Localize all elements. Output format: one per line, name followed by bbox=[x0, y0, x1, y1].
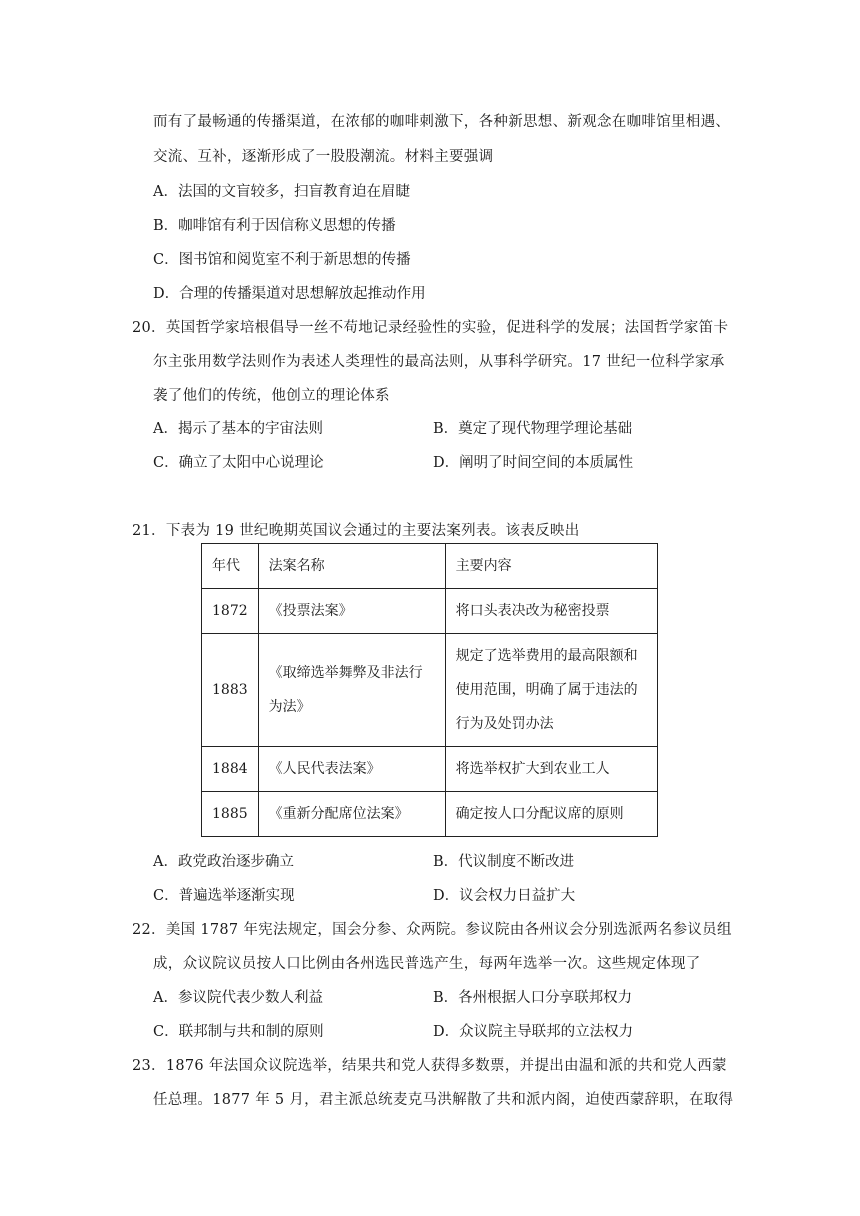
q21-stem: 21．下表为 19 世纪晚期英国议会通过的主要法案列表。该表反映出 bbox=[132, 523, 580, 539]
table-header-name: 法案名称 bbox=[258, 544, 445, 589]
q22-option-b: B．各州根据人口分享联邦权力 bbox=[433, 990, 633, 1006]
table-row bbox=[202, 589, 658, 634]
intro-option-a: A．法国的文盲较多，扫盲教育迫在眉睫 bbox=[153, 184, 410, 200]
q22-option-a: A．参议院代表少数人利益 bbox=[153, 990, 323, 1006]
q22-stem-line-2: 成，众议院议员按人口比例由各州选民普选产生，每两年选举一次。这些规定体现了 bbox=[153, 956, 701, 972]
q20-stem-line-1: 20．英国哲学家培根倡导一丝不苟地记录经验性的实验，促进科学的发展；法国哲学家笛卡 bbox=[132, 320, 729, 336]
q23-stem-line-2: 任总理。1877 年 5 月，君主派总统麦克马洪解散了共和派内阁，迫使西蒙辞职，在取得 bbox=[153, 1092, 734, 1108]
q22-stem-line-1: 22．美国 1787 年宪法规定，国会分参、众两院。参议院由各州议会分别选派两名参议员组 bbox=[132, 922, 732, 938]
table-cell-content: 将选举权扩大到农业工人 bbox=[445, 747, 657, 792]
q21-option-a: A．政党政治逐步确立 bbox=[153, 854, 294, 870]
q20-stem-line-2: 尔主张用数学法则作为表述人类理性的最高法则，从事科学研究。17 世纪一位科学家承 bbox=[153, 354, 725, 370]
table-cell-name: 《投票法案》 bbox=[258, 589, 445, 634]
q21-option-b: B．代议制度不断改进 bbox=[433, 854, 575, 870]
table-row bbox=[202, 634, 658, 747]
q20-option-b: B．奠定了现代物理学理论基础 bbox=[433, 421, 633, 437]
table-cell-name: 《人民代表法案》 bbox=[258, 747, 445, 792]
table-cell-content: 将口头表决改为秘密投票 bbox=[445, 589, 657, 634]
table-cell-year: 1885 bbox=[202, 792, 259, 837]
table-header-content: 主要内容 bbox=[445, 544, 657, 589]
intro-option-d: D．合理的传播渠道对思想解放起推动作用 bbox=[153, 286, 426, 302]
intro-option-c: C．图书馆和阅览室不利于新思想的传播 bbox=[153, 252, 411, 268]
q22-option-c: C．联邦制与共和制的原则 bbox=[153, 1024, 324, 1040]
table-cell-year: 1883 bbox=[202, 634, 259, 747]
q21-option-c: C．普遍选举逐渐实现 bbox=[153, 888, 295, 904]
q20-option-a: A．揭示了基本的宇宙法则 bbox=[153, 421, 323, 437]
table-row bbox=[202, 747, 658, 792]
table-cell-content: 确定按人口分配议席的原则 bbox=[445, 792, 657, 837]
q22-option-d: D．众议院主导联邦的立法权力 bbox=[433, 1024, 634, 1040]
intro-option-b: B．咖啡馆有利于因信称义思想的传播 bbox=[153, 218, 396, 234]
table-cell-content: 规定了选举费用的最高限额和使用范围，明确了属于违法的行为及处罚办法 bbox=[445, 634, 657, 747]
q20-option-c: C．确立了太阳中心说理论 bbox=[153, 455, 324, 471]
law-table bbox=[201, 543, 658, 837]
table-cell-year: 1884 bbox=[202, 747, 259, 792]
table-header-row bbox=[202, 544, 658, 589]
q20-option-d: D．阐明了时间空间的本质属性 bbox=[433, 455, 634, 471]
q21-option-d: D．议会权力日益扩大 bbox=[433, 888, 576, 904]
q23-stem-line-1: 23．1876 年法国众议院选举，结果共和党人获得多数票，并提出由温和派的共和党人西蒙 bbox=[132, 1058, 727, 1074]
table-header-year: 年代 bbox=[202, 544, 259, 589]
table-cell-name: 《重新分配席位法案》 bbox=[258, 792, 445, 837]
table-row bbox=[202, 792, 658, 837]
table-cell-year: 1872 bbox=[202, 589, 259, 634]
table-cell-name: 《取缔选举舞弊及非法行为法》 bbox=[258, 634, 445, 747]
q20-stem-line-3: 袭了他们的传统，他创立的理论体系 bbox=[153, 388, 390, 404]
intro-line-1: 而有了最畅通的传播渠道，在浓郁的咖啡刺激下，各种新思想、新观念在咖啡馆里相遇、 bbox=[153, 114, 731, 130]
intro-line-2: 交流、互补，逐渐形成了一股股潮流。材料主要强调 bbox=[153, 149, 494, 165]
